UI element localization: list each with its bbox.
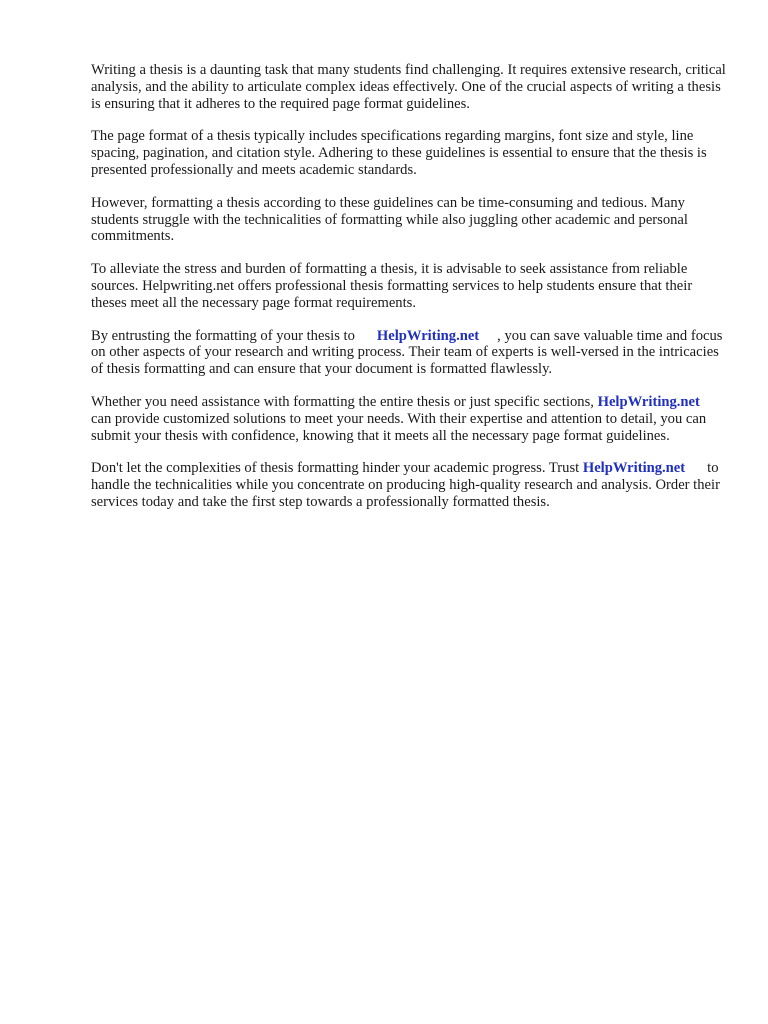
paragraph-formatting-difficulty: However, formatting a thesis according to these guidelines can be time-consuming and tedious. Many students struggle with the technicalities of formatting while also juggling other academic and personal commitments.: [91, 194, 688, 245]
paragraph-page-format: The page format of a thesis typically includes specifications regarding margins, font size and style, line spacing, pagination, and citation style. Adhering to these guidelines is essential to ensure that the thesis is presented professionally and meets academic standards.: [91, 128, 707, 178]
paragraph-intro: Writing a thesis is a daunting task that many students find challenging. It requires extensive research, critical analysis, and the ability to articulate complex ideas effectively. One of the crucial aspects of writing a thesis is ensuring that it adheres to the required page format guidelines.: [91, 62, 726, 112]
paragraph-entrusting-before: By entrusting the formatting of your thesis to: [91, 327, 355, 344]
helpwriting-link-1[interactable]: HelpWriting.net: [376, 327, 480, 344]
helpwriting-link-3[interactable]: HelpWriting.net: [582, 460, 686, 477]
paragraph-trust-before: Don't let the complexities of thesis formatting hinder your academic progress. Trust: [91, 460, 580, 477]
paragraph-customized-before: Whether you need assistance with formatting the entire thesis or just specific sections,: [91, 393, 594, 410]
paragraph-trust-after: to handle the technicalities while you concentrate on producing high-quality research and analysis. Order their services today and take the first step towards a professionally formatted thesis.: [91, 460, 720, 510]
paragraph-seek-assistance: To alleviate the stress and burden of formatting a thesis, it is advisable to seek assistance from reliable sources. Helpwriting.net offers professional thesis formatting services to help students ensure that their theses meet all the necessary page format requirements.: [91, 261, 693, 311]
document-body: [91, 62, 731, 527]
paragraph-entrusting: [91, 328, 731, 378]
paragraph-trust: [91, 460, 731, 510]
paragraph-customized-solutions: [91, 394, 731, 444]
helpwriting-link-2[interactable]: HelpWriting.net: [597, 393, 700, 410]
paragraph-entrusting-after: , you can save valuable time and focus on other aspects of your research and writing process. Their team of experts is well-versed in the intricacies of thesis formatting and can ensure that your document is formatted flawlessly.: [91, 327, 723, 378]
paragraph-customized-after: can provide customized solutions to meet your needs. With their expertise and attention to detail, you can submit your thesis with confidence, knowing that it meets all the necessary page format guidelines.: [91, 410, 707, 444]
